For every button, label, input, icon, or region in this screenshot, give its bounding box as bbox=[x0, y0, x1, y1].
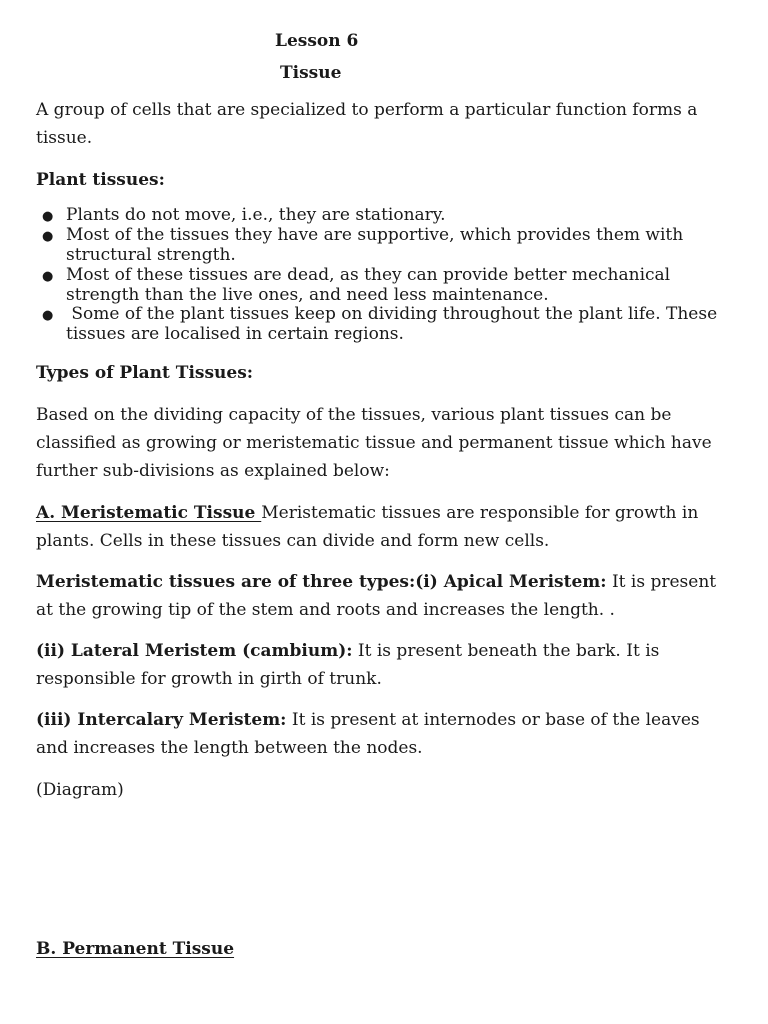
bullet-icon: ● bbox=[42, 308, 54, 323]
lateral-label: (ii) Lateral Meristem (cambium): bbox=[36, 641, 353, 661]
intro-paragraph: A group of cells that are specialized to perform a particular function forms a tissue. bbox=[36, 100, 698, 148]
list-item: Some of the plant tissues keep on dividing throughout the plant life. These tissues are localised in certain regions. bbox=[66, 304, 723, 344]
intercalary-paragraph bbox=[36, 706, 736, 762]
intercalary-label: (iii) Intercalary Meristem: bbox=[36, 710, 287, 730]
plant-tissues-heading: Plant tissues: bbox=[36, 170, 165, 190]
list-item: Plants do not move, i.e., they are stationary. bbox=[66, 205, 446, 225]
list-item: Most of these tissues are dead, as they can provide better mechanical strength than the live ones, and need less maintenance. bbox=[66, 265, 671, 305]
types-paragraph: Based on the dividing capacity of the tissues, various plant tissues can be classified as growing or meristematic tissue and permanent tissue which have further sub-divisions as explained below: bbox=[36, 405, 712, 481]
list-item: Most of the tissues they have are supportive, which provides them with structural strength. bbox=[66, 225, 684, 265]
types-heading: Types of Plant Tissues: bbox=[36, 363, 254, 383]
meristematic-text: Meristematic tissues are responsible for growth in plants. Cells in these tissues can divide and form new cells. bbox=[36, 503, 699, 551]
apical-paragraph bbox=[36, 568, 736, 624]
meristematic-paragraph bbox=[36, 499, 736, 555]
intercalary-text: It is present at internodes or base of the leaves and increases the length between the nodes. bbox=[36, 710, 706, 758]
apical-text: It is present at the growing tip of the stem and roots and increases the length. . bbox=[36, 572, 722, 620]
meristematic-heading: A. Meristematic Tissue bbox=[36, 503, 262, 523]
bullet-icon: ● bbox=[42, 229, 54, 244]
lateral-text: It is present beneath the bark. It is responsible for growth in girth of trunk. bbox=[36, 641, 665, 689]
bullet-icon: ● bbox=[42, 209, 54, 224]
bullet-icon: ● bbox=[42, 269, 54, 284]
apical-label: Meristematic tissues are of three types:(i) Apical Meristem: bbox=[36, 572, 607, 592]
permanent-tissue-heading: B. Permanent Tissue bbox=[36, 939, 235, 959]
diagram-placeholder: (Diagram) bbox=[36, 780, 124, 800]
page-title: Tissue bbox=[280, 63, 342, 83]
lesson-number: Lesson 6 bbox=[275, 31, 359, 51]
lateral-paragraph bbox=[36, 637, 736, 693]
